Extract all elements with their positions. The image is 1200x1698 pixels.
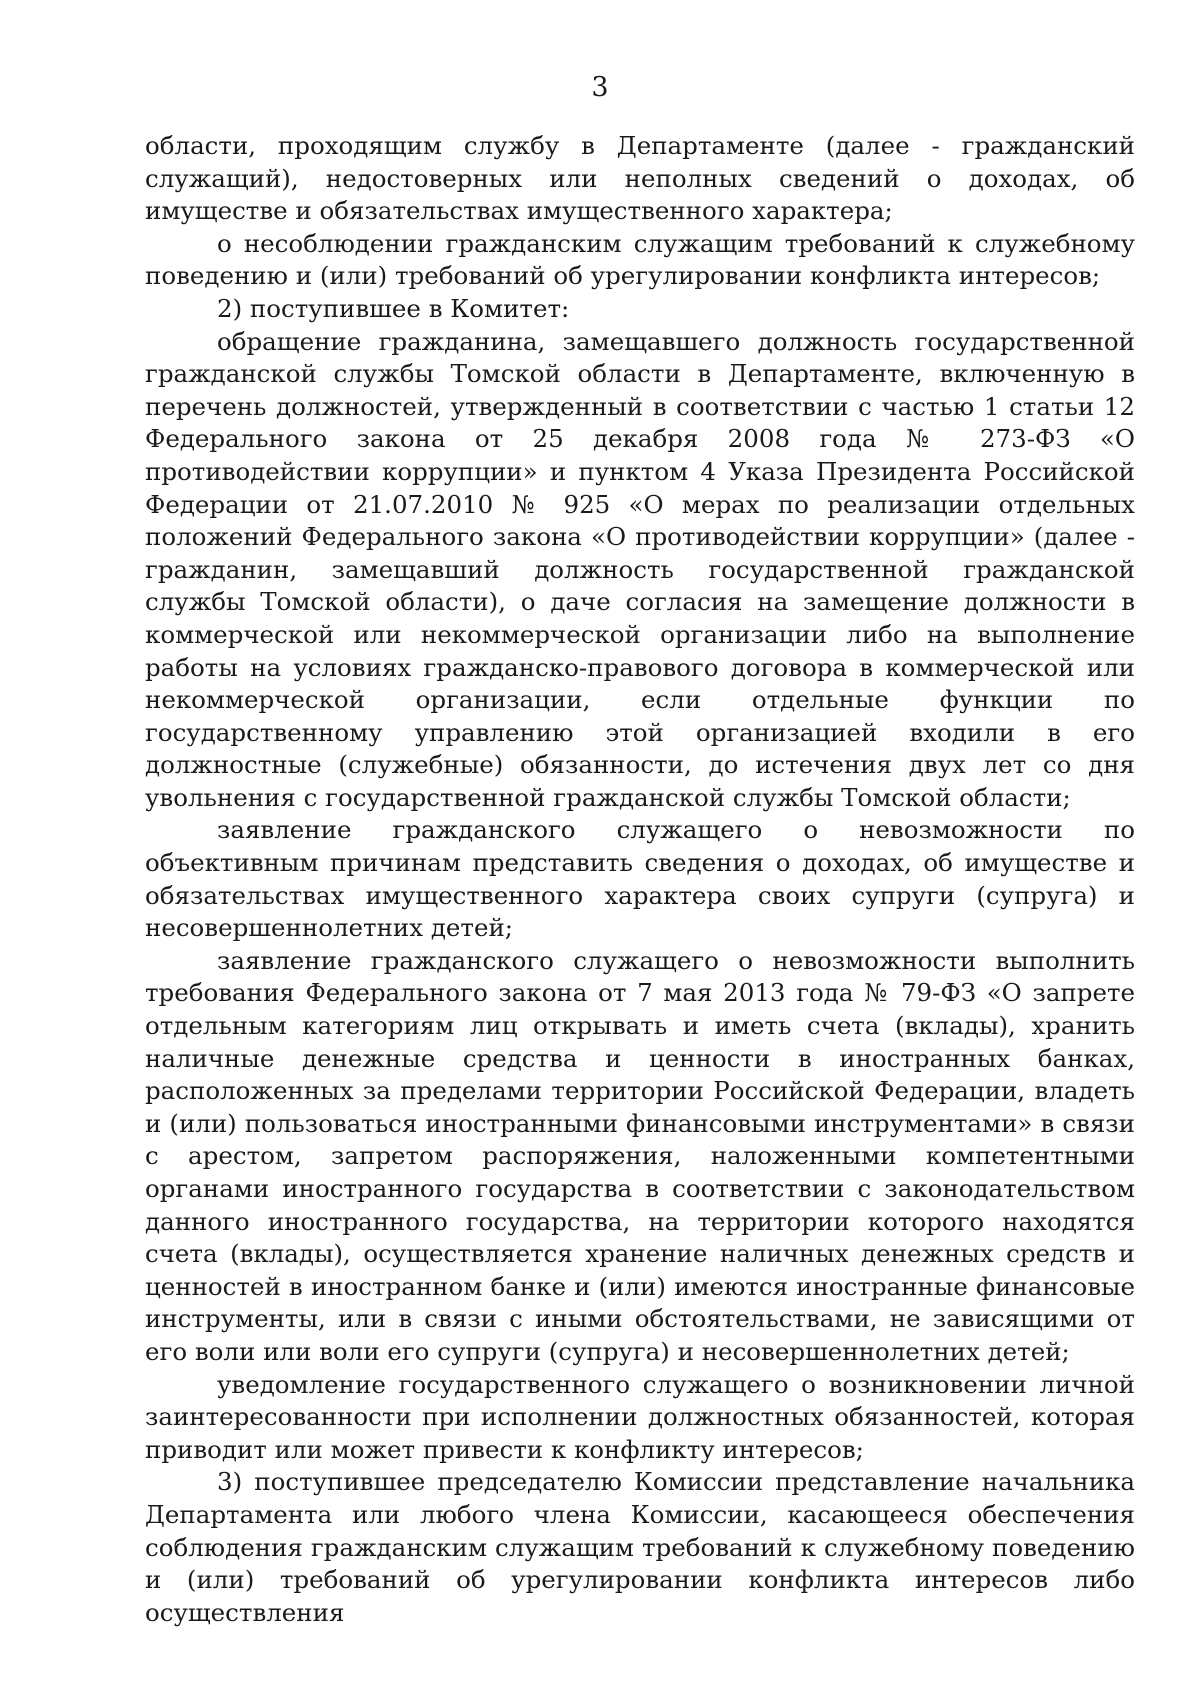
paragraph-statement-income: заявление гражданского служащего о невозможности по объективным причинам представить сведения о доходах, об имуществе и обязательствах имущественного характера своих супруги (супруга) и несовершеннолетних детей; <box>145 815 1135 943</box>
document-body <box>145 130 1135 1629</box>
paragraph-item-3: 3) поступившее председателю Комиссии представление начальника Департамента или любого члена Комиссии, касающееся обеспечения соблюдения гражданским служащим требований к служебному поведению и (или) требований об урегулировании конфликта интересов либо осуществления <box>145 1467 1135 1627</box>
paragraph-item-2-heading: 2) поступившее в Комитет: <box>217 293 570 323</box>
paragraph-noncompliance: о несоблюдении гражданским служащим требований к служебному поведению и (или) требований об урегулировании конфликта интересов; <box>145 228 1135 291</box>
page-number: 3 <box>591 72 609 103</box>
paragraph-statement-foreign-accounts: заявление гражданского служащего о невозможности выполнить требования Федерального закона от 7 мая 2013 года № 79-ФЗ «О запрете отдельным категориям лиц открывать и иметь счета (вклады), хранить наличные денежные средства и ценности в иностранных банках, расположенных за пределами территории Российской Федерации, владеть и (или) пользоваться иностранными финансовыми инструментами» в связи с арестом, запретом распоряжения, наложенными компетентными органами иностранного государства в соответствии с законодательством данного иностранного государства, на территории которого находятся счета (вклады), осуществляется хранение наличных денежных средств и ценностей в иностранном банке и (или) имеются иностранные финансовые инструменты, или в связи с иными обстоятельствами, не зависящими от его воли или воли его супруги (супруга) и несовершеннолетних детей; <box>145 945 1135 1366</box>
paragraph-continuation: области, проходящим службу в Департаменте (далее - гражданский служащий), недостоверных или неполных сведений о доходах, об имуществе и обязательствах имущественного характера; <box>145 131 1135 226</box>
paragraph-citizen-appeal: обращение гражданина, замещавшего должность государственной гражданской службы Томской области в Департаменте, включенную в перечень должностей, утвержденный в соответствии с частью 1 статьи 12 Федерального закона от 25 декабря 2008 года № 273-ФЗ «О противодействии коррупции» и пунктом 4 Указа Президента Российской Федерации от 21.07.2010 № 925 «О мерах по реализации отдельных положений Федерального закона «О противодействии коррупции» (далее - гражданин, замещавший должность государственной гражданской службы Томской области), о даче согласия на замещение должности в коммерческой или некоммерческой организации либо на выполнение работы на условиях гражданско-правового договора в коммерческой или некоммерческой организации, если отдельные функции по государственному управлению этой организацией входили в его должностные (служебные) обязанности, до истечения двух лет со дня увольнения с государственной гражданской службы Томской области; <box>145 326 1135 812</box>
paragraph-notification-conflict: уведомление государственного служащего о возникновении личной заинтересованности при исполнении должностных обязанностей, которая приводит или может привести к конфликту интересов; <box>145 1369 1135 1464</box>
